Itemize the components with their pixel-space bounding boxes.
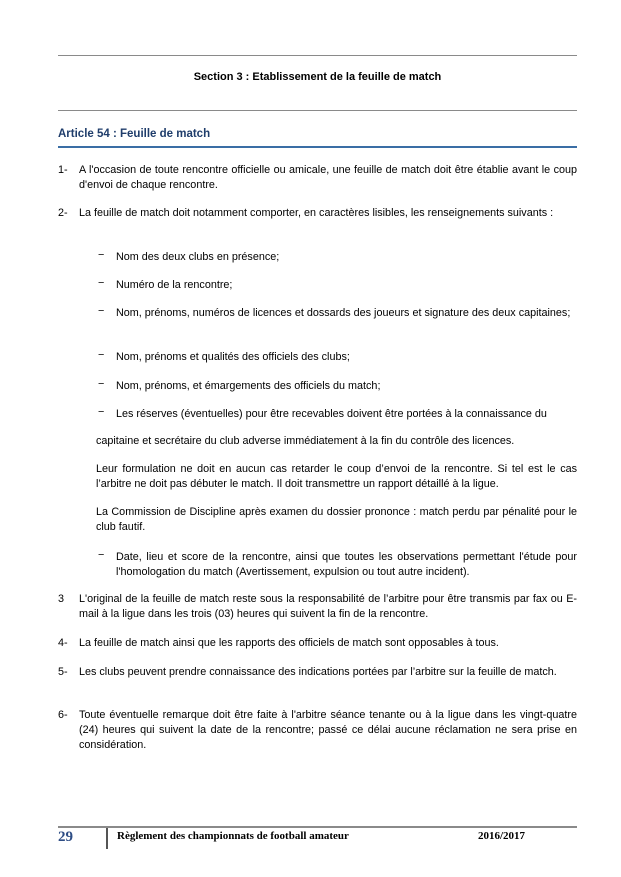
list-item [58,592,577,622]
item-number: 5- [58,666,68,678]
item-number: 6- [58,709,68,721]
section-title: Section 3 : Etablissement de la feuille de match [193,71,442,83]
sub-item: Les réserves (éventuelles) pour être recevables doivent être portées à la connaissance du [116,408,547,420]
paragraph: La Commission de Discipline après examen du dossier prononce : match perdu par pénalité pour le club fautif. [96,506,577,533]
sub-item: Date, lieu et score de la rencontre, ainsi que toutes les observations permettant l'étude pour l'homologation du match (Avertissement, expulsion ou tout autre incident). [116,551,577,578]
item-text: Toute éventuelle remarque doit être faite à l'arbitre séance tenante ou à la ligue dans les vingt-quatre (24) heures qui suivent la date de la rencontre; passé ce délai aucune réclamation ne sera prise en considération. [79,709,577,751]
dash-bullet: − [98,277,105,289]
paragraph: capitaine et secrétaire du club adverse immédiatement à la fin du contrôle des licences. [96,435,515,447]
list-item [58,163,577,193]
sub-item: Nom, prénoms, numéros de licences et dossards des joueurs et signature des deux capitaines; [116,307,571,319]
item-text: A l'occasion de toute rencontre officielle ou amicale, une feuille de match doit être établie avant le coup d'envoi de chaque rencontre. [79,164,577,191]
item-text: La feuille de match ainsi que les rapports des officiels de match sont opposables à tous. [79,637,499,649]
footer-year: 2016/2017 [478,830,526,842]
page-number: 29 [58,829,73,845]
article-rule [58,146,577,148]
dash-bullet: − [98,378,105,390]
paragraph: Leur formulation ne doit en aucun cas retarder le coup d’envoi de la rencontre. Si tel est le cas l’arbitre ne doit pas débuter le match. Il doit transmettre un rapport détaillé à la ligue. [96,463,577,490]
list-item [58,636,577,651]
footer-title: Règlement des championnats de football amateur [117,830,349,842]
sub-item: Nom des deux clubs en présence; [116,251,280,263]
dash-bullet: − [98,349,105,361]
top-rule [58,55,577,56]
footer-rule [58,826,577,828]
item-text: L'original de la feuille de match reste sous la responsabilité de l’arbitre pour être transmis par fax ou E-mail à la ligue dans les trois (03) heures qui suivent la fin de la rencontre. [79,593,577,620]
list-item [58,206,577,221]
article-title: Article 54 : Feuille de match [58,128,211,140]
sub-item: Nom, prénoms, et émargements des officiels du match; [116,380,381,392]
item-number: 2- [58,207,68,219]
footer-separator [106,828,108,849]
dash-bullet: − [98,406,105,418]
sub-item: Nom, prénoms et qualités des officiels des clubs; [116,351,350,363]
dash-bullet: − [98,549,105,561]
item-text: Les clubs peuvent prendre connaissance des indications portées par l’arbitre sur la feuille de match. [79,666,557,678]
sub-item: Numéro de la rencontre; [116,279,233,291]
item-text: La feuille de match doit notamment comporter, en caractères lisibles, les renseignements suivants : [79,207,554,219]
item-number: 1- [58,164,68,176]
dash-bullet: − [98,305,105,317]
list-item [58,665,577,680]
section-rule [58,110,577,111]
item-number: 4- [58,637,68,649]
item-number: 3 [58,593,65,605]
list-item [58,708,577,753]
dash-bullet: − [98,249,105,261]
